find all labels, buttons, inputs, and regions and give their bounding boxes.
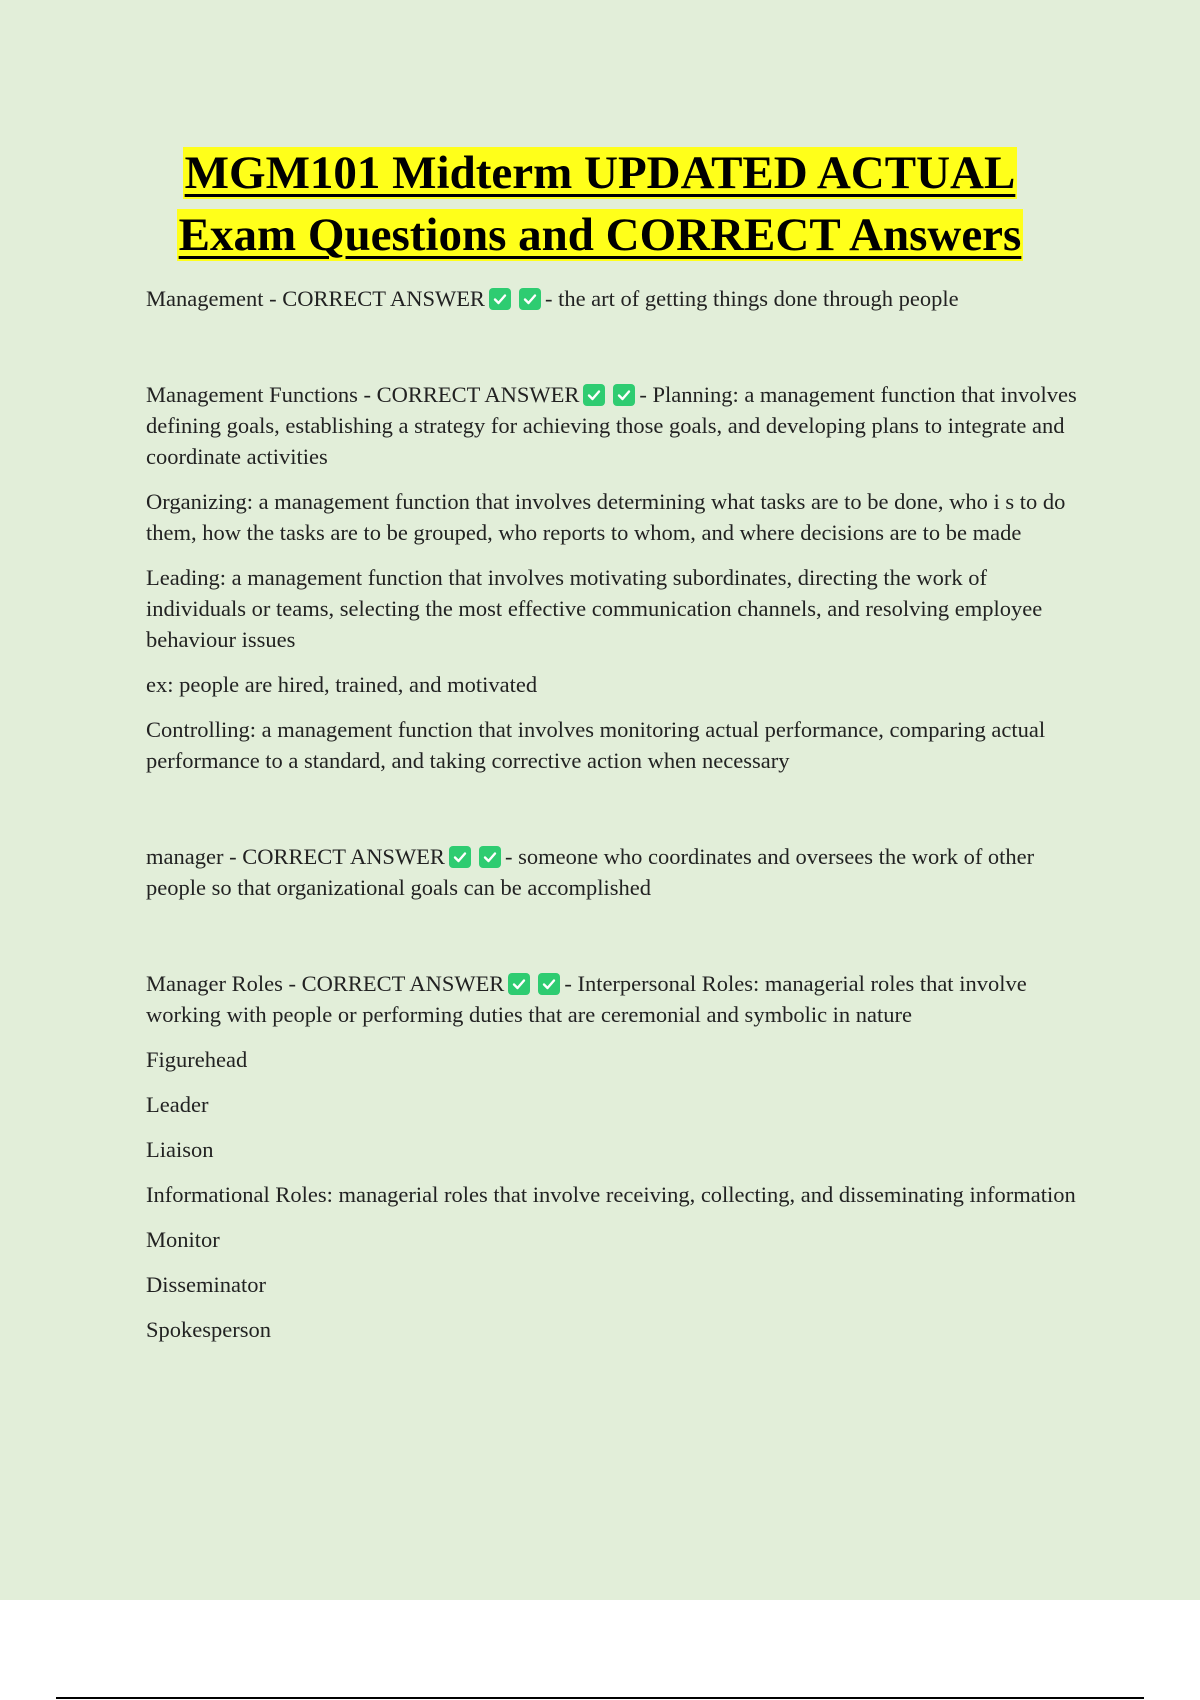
answer-text: - Interpersonal Roles: managerial roles that involve working with people or performing duties that are ceremonial and symbolic in nature [146,971,1027,1027]
spacer [146,328,1091,379]
check-mark-icon [479,846,501,868]
role-disseminator: Disseminator [146,1272,266,1297]
spacer [146,917,1091,968]
qa-entry-management [146,283,1091,314]
answer-text: - Planning: a management function that involves defining goals, establishing a strategy for achieving those goals, and developing plans to integrate and coordinate activities [146,382,1077,469]
title-text-1: MGM101 Midterm UPDATED ACTUAL [184,147,1016,199]
footer-divider [56,1697,1144,1699]
check-mark-icon [538,973,560,995]
check-mark-icon [449,846,471,868]
answer-text: - the art of getting things done through people [544,286,959,311]
check-mark-icon [583,384,605,406]
role-liaison: Liaison [146,1137,214,1162]
paragraph-organizing: Organizing: a management function that involves determining what tasks are to be done, who i s to do them, how the tasks are to be grouped, who reports to whom, and where decisions are to be made [146,489,1066,545]
qa-entry-manager [146,841,1091,903]
title-line-1 [0,142,1200,204]
role-figurehead: Figurehead [146,1047,248,1072]
check-mark-icon [508,973,530,995]
title-line-2 [0,204,1200,266]
role-leader: Leader [146,1092,209,1117]
answer-text: - someone who coordinates and oversees the work of other people so that organizational goals can be accomplished [146,844,1035,900]
role-monitor: Monitor [146,1227,220,1252]
spacer [146,790,1091,841]
check-mark-icon [489,288,511,310]
question-term: manager - CORRECT ANSWER [146,844,445,869]
question-term: Management Functions - CORRECT ANSWER [146,382,580,407]
question-term: Manager Roles - CORRECT ANSWER [146,971,505,996]
qa-entry-management-functions [146,379,1091,472]
qa-entry-manager-roles [146,968,1091,1030]
role-spokesperson: Spokesperson [146,1317,271,1342]
paragraph-leading: Leading: a management function that involves motivating subordinates, directing the work of individuals or teams, selecting the most effective communication channels, and resolving employee behaviour issues [146,565,1043,652]
title-text-2: Exam Questions and CORRECT Answers [178,209,1022,261]
paragraph-informational-roles: Informational Roles: managerial roles that involve receiving, collecting, and disseminating information [146,1182,1076,1207]
check-mark-icon [613,384,635,406]
paragraph-example: ex: people are hired, trained, and motivated [146,672,538,697]
document-body [146,283,1091,1359]
paragraph-controlling: Controlling: a management function that involves monitoring actual performance, comparing actual performance to a standard, and taking corrective action when necessary [146,717,1046,773]
check-mark-icon [519,288,541,310]
document-title [0,142,1200,266]
question-term: Management - CORRECT ANSWER [146,286,485,311]
